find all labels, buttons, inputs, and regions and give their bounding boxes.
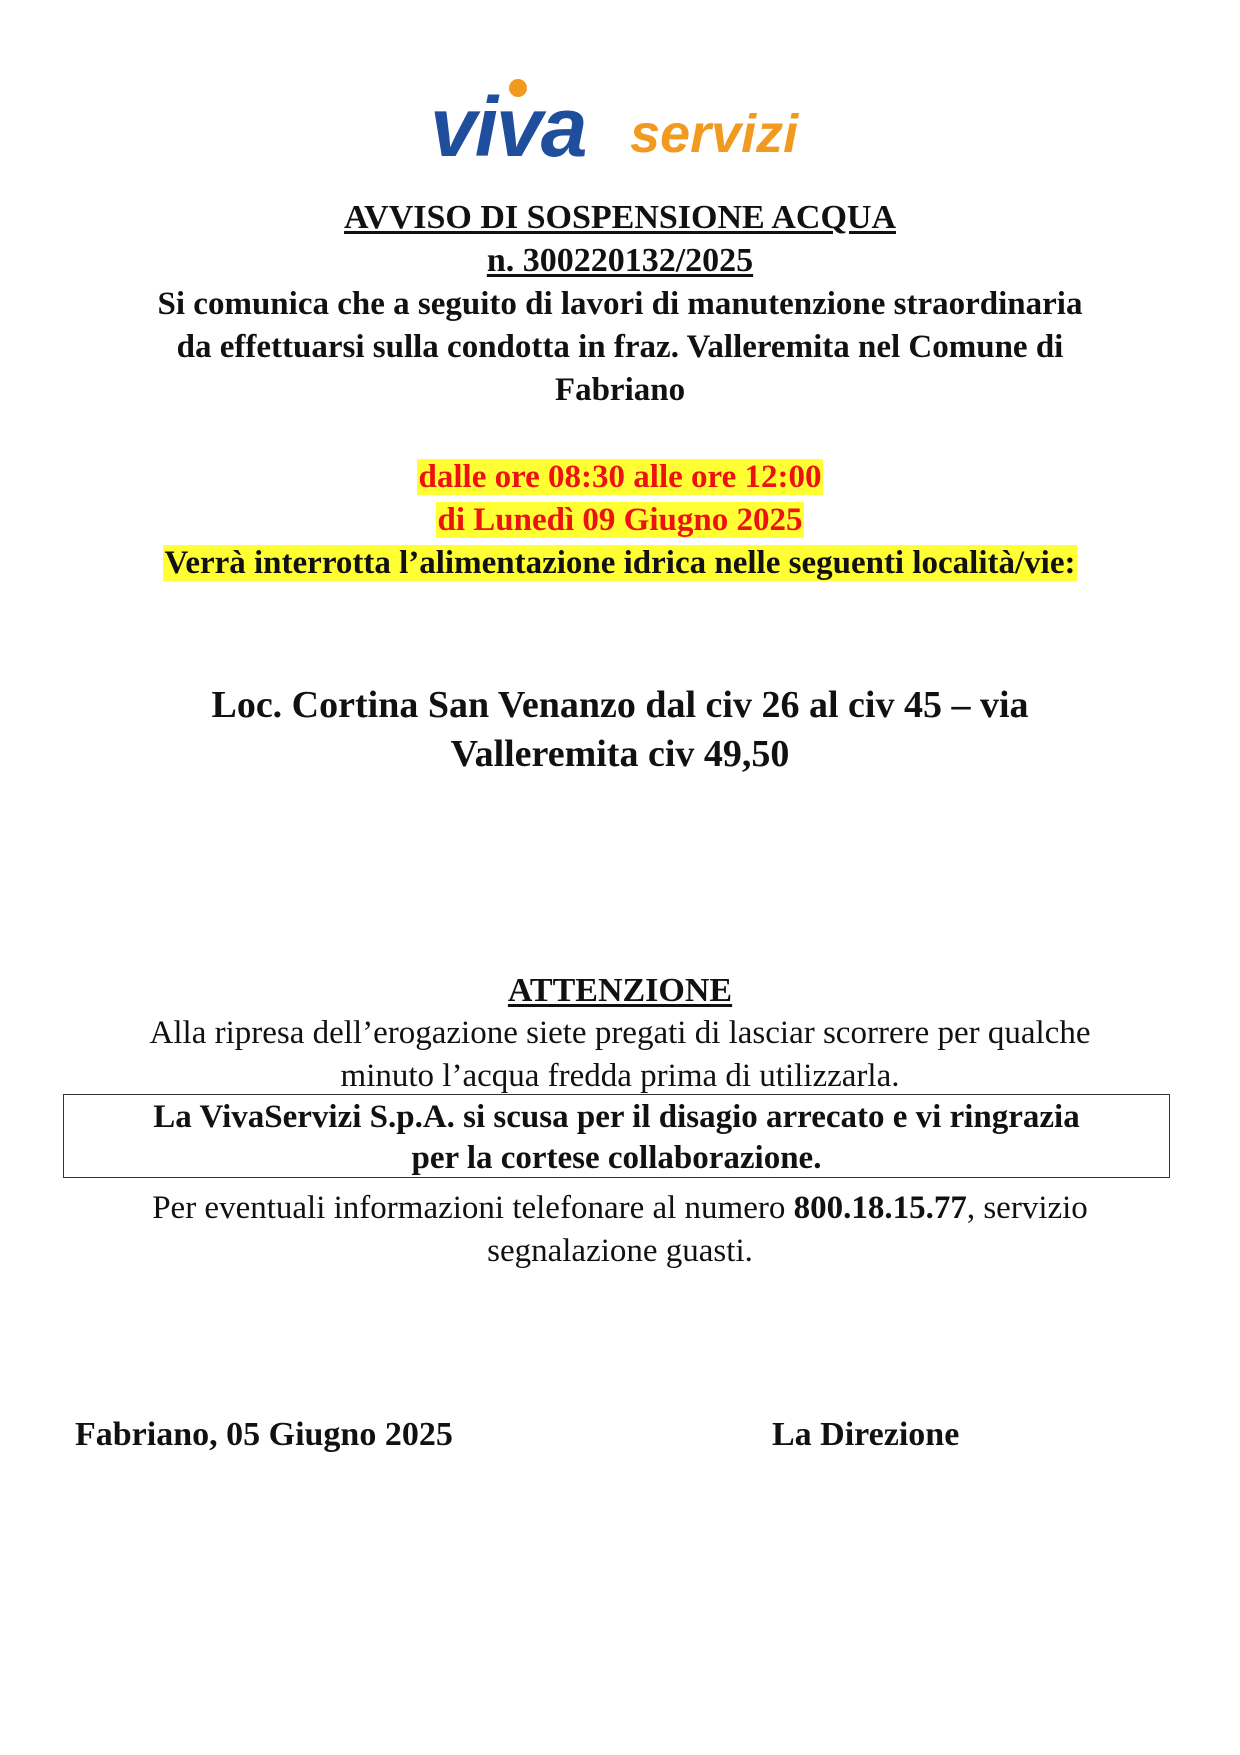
logo-main-text: viva xyxy=(430,80,586,168)
signature: La Direzione xyxy=(772,1416,960,1453)
notice-number: n. 300220132/2025 xyxy=(486,242,754,279)
notice-intro xyxy=(60,283,1180,412)
attention-heading: ATTENZIONE xyxy=(507,972,733,1009)
logo-sub-text: servizi xyxy=(630,104,799,164)
viva-servizi-logo xyxy=(430,78,810,168)
intro-line: Fabriano xyxy=(554,372,686,408)
apology-line: per la cortese collaborazione. xyxy=(411,1140,822,1176)
schedule-time: dalle ore 08:30 alle ore 12:00 xyxy=(418,459,822,495)
place-date: Fabriano, 05 Giugno 2025 xyxy=(75,1416,453,1453)
notice-title-line: AVVISO DI SOSPENSIONE ACQUA xyxy=(343,199,897,236)
company-logo xyxy=(0,78,1240,168)
apology-box xyxy=(63,1094,1170,1178)
intro-line: da effettuarsi sulla condotta in fraz. Valleremita nel Comune di xyxy=(176,329,1064,365)
interruption-notice: Verrà interrotta l’alimentazione idrica nelle seguenti località/vie: xyxy=(164,545,1076,581)
phone-number: 800.18.15.77 xyxy=(793,1190,967,1226)
info-text: segnalazione guasti. xyxy=(487,1233,753,1269)
apology-line: La VivaServizi S.p.A. si scusa per il disagio arrecato e vi ringrazia xyxy=(153,1099,1080,1135)
attention-line: Alla ripresa dell’erogazione siete pregati di lasciar scorrere per qualche xyxy=(149,1015,1091,1051)
schedule-block xyxy=(60,456,1180,585)
info-text: , servizio xyxy=(966,1190,1088,1226)
affected-locations xyxy=(60,681,1180,779)
schedule-date: di Lunedì 09 Giugno 2025 xyxy=(437,502,803,538)
attention-text xyxy=(60,1012,1180,1098)
notice-title xyxy=(60,196,1180,282)
location-line: Loc. Cortina San Venanzo dal civ 26 al civ 45 – via xyxy=(211,684,1029,726)
contact-info xyxy=(60,1187,1180,1273)
info-text: Per eventuali informazioni telefonare al numero xyxy=(152,1190,794,1226)
location-line: Valleremita civ 49,50 xyxy=(450,733,790,775)
attention-line: minuto l’acqua fredda prima di utilizzarla. xyxy=(340,1058,900,1094)
intro-line: Si comunica che a seguito di lavori di manutenzione straordinaria xyxy=(157,286,1083,322)
